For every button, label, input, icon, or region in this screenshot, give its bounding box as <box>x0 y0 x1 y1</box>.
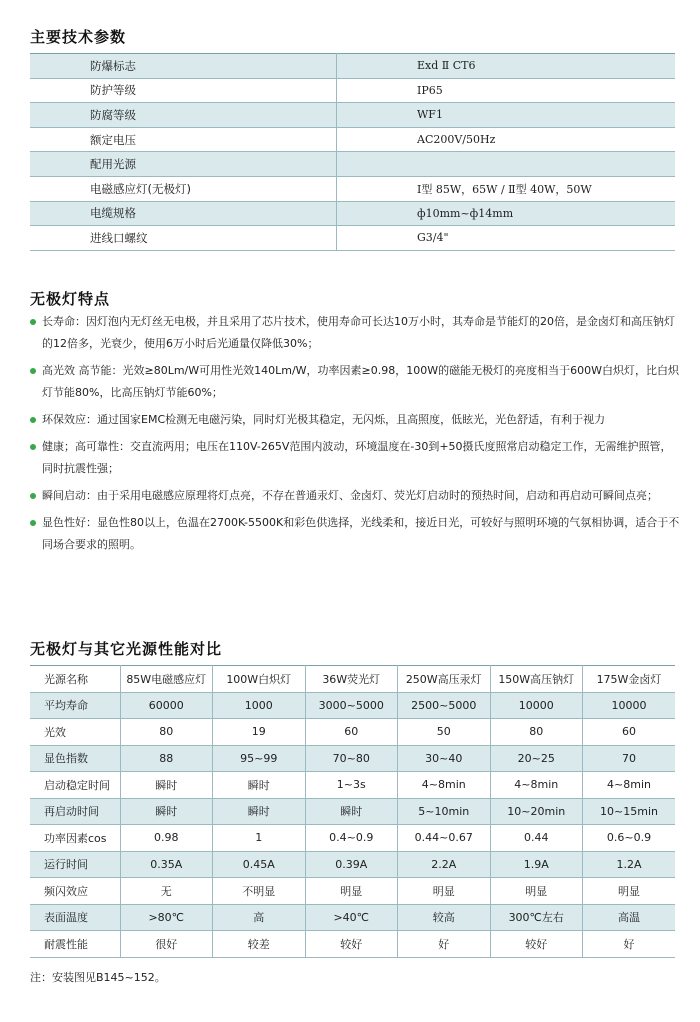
compare-cell: 较好 <box>490 931 583 958</box>
spec-value: ф10mm~ф14mm <box>337 201 676 226</box>
compare-cell: 70~80 <box>305 745 398 772</box>
compare-cell: 好 <box>398 931 491 958</box>
compare-row-label: 启动稳定时间 <box>30 772 120 799</box>
compare-row <box>30 878 675 905</box>
compare-row <box>30 931 675 958</box>
feature-text: 健康；高可靠性：交直流两用；电压在110V-265V范围内波动，环境温度在-30到+50摄氏度照常启动稳定工作，无需维护照管，同时抗震性强； <box>42 440 672 475</box>
compare-header-row <box>30 666 675 693</box>
compare-cell: 瞬时 <box>213 772 306 799</box>
feature-item <box>30 512 680 556</box>
compare-cell: 80 <box>490 719 583 746</box>
compare-cell: 60 <box>583 719 676 746</box>
compare-cell: 高温 <box>583 904 676 931</box>
compare-row-label: 功率因素cos <box>30 825 120 852</box>
bullet-icon <box>30 520 36 526</box>
spec-value: Exd Ⅱ CT6 <box>337 54 676 79</box>
spec-label: 配用光源 <box>30 152 337 177</box>
spec-label: 进线口螺纹 <box>30 226 337 251</box>
spec-row <box>30 127 675 152</box>
compare-header-cell: 175W金卤灯 <box>583 666 676 693</box>
spec-row <box>30 226 675 251</box>
feature-text: 长寿命：因灯泡内无灯丝无电极，并且采用了芯片技术，使用寿命可长达10万小时，其寿命是节能灯的20倍，是金卤灯和高压钠灯的12倍多，光衰少，使用6万小时后光通量仅降低30%； <box>42 315 675 350</box>
bullet-icon <box>30 368 36 374</box>
compare-header-cell: 光源名称 <box>30 666 120 693</box>
compare-cell: 0.4~0.9 <box>305 825 398 852</box>
compare-row <box>30 798 675 825</box>
bullet-icon <box>30 417 36 423</box>
compare-cell: 很好 <box>120 931 213 958</box>
compare-cell: 10000 <box>490 692 583 719</box>
compare-cell: 明显 <box>398 878 491 905</box>
compare-cell: 2.2A <box>398 851 491 878</box>
compare-cell: 0.44~0.67 <box>398 825 491 852</box>
compare-cell: 19 <box>213 719 306 746</box>
compare-cell: 60000 <box>120 692 213 719</box>
compare-cell: 瞬时 <box>305 798 398 825</box>
spec-label: 防护等级 <box>30 78 337 103</box>
compare-cell: 4~8min <box>583 772 676 799</box>
compare-cell: 95~99 <box>213 745 306 772</box>
spec-row <box>30 152 675 177</box>
compare-cell: 0.39A <box>305 851 398 878</box>
compare-section-title: 无极灯与其它光源性能对比 <box>30 640 223 658</box>
feature-item <box>30 409 680 431</box>
spec-row <box>30 201 675 226</box>
compare-cell: 较差 <box>213 931 306 958</box>
compare-cell: 80 <box>120 719 213 746</box>
spec-value: IP65 <box>337 78 676 103</box>
feature-text: 显色性好：显色性80以上，色温在2700K-5500K和彩色供选择，光线柔和，接近日光，可较好与照明环境的气氛相协调，适合于不同场合要求的照明。 <box>42 516 680 551</box>
compare-cell: 好 <box>583 931 676 958</box>
compare-cell: 1 <box>213 825 306 852</box>
spec-value: AC200V/50Hz <box>337 127 676 152</box>
compare-cell: 明显 <box>583 878 676 905</box>
compare-cell: 4~8min <box>398 772 491 799</box>
compare-cell: 20~25 <box>490 745 583 772</box>
compare-row <box>30 825 675 852</box>
feature-text: 环保效应：通过国家EMC检测无电磁污染，同时灯光极其稳定，无闪烁，且高照度，低眩光，光色舒适，有利于视力 <box>42 413 606 426</box>
spec-label: 电缆规格 <box>30 201 337 226</box>
compare-cell: 高 <box>213 904 306 931</box>
bullet-icon <box>30 444 36 450</box>
spec-value: WF1 <box>337 103 676 128</box>
features-section-title: 无极灯特点 <box>30 290 111 308</box>
compare-cell: 瞬时 <box>120 772 213 799</box>
compare-cell: 0.45A <box>213 851 306 878</box>
compare-cell: 1.9A <box>490 851 583 878</box>
compare-cell: 30~40 <box>398 745 491 772</box>
spec-value <box>337 152 676 177</box>
compare-cell: 10~15min <box>583 798 676 825</box>
install-note: 注：安装图见B145~152。 <box>30 971 166 984</box>
compare-row <box>30 904 675 931</box>
compare-row <box>30 772 675 799</box>
feature-text: 高光效 高节能：光效≥80Lm/W可用性光效140Lm/W，功率因素≥0.98，100W的磁能无极灯的亮度相当于600W白炽灯，比白炽灯节能80%，比高压钠灯节能60%； <box>42 364 680 399</box>
compare-cell: 5~10min <box>398 798 491 825</box>
compare-cell: 瞬时 <box>120 798 213 825</box>
feature-item <box>30 436 680 480</box>
compare-cell: 88 <box>120 745 213 772</box>
compare-cell: >40℃ <box>305 904 398 931</box>
compare-header-cell: 150W高压钠灯 <box>490 666 583 693</box>
compare-cell: 1000 <box>213 692 306 719</box>
feature-item <box>30 485 680 507</box>
spec-row <box>30 103 675 128</box>
compare-row <box>30 692 675 719</box>
compare-cell: 2500~5000 <box>398 692 491 719</box>
compare-row <box>30 851 675 878</box>
compare-cell: 10~20min <box>490 798 583 825</box>
compare-row <box>30 745 675 772</box>
compare-cell: 50 <box>398 719 491 746</box>
feature-item <box>30 360 680 404</box>
bullet-icon <box>30 319 36 325</box>
compare-header-cell: 100W白炽灯 <box>213 666 306 693</box>
spec-label: 额定电压 <box>30 127 337 152</box>
compare-cell: 60 <box>305 719 398 746</box>
compare-cell: 1~3s <box>305 772 398 799</box>
compare-cell: 无 <box>120 878 213 905</box>
spec-table <box>30 53 675 251</box>
compare-cell: 3000~5000 <box>305 692 398 719</box>
compare-cell: 0.44 <box>490 825 583 852</box>
compare-cell: 较高 <box>398 904 491 931</box>
compare-cell: 70 <box>583 745 676 772</box>
compare-row-label: 平均寿命 <box>30 692 120 719</box>
compare-header-cell: 250W高压汞灯 <box>398 666 491 693</box>
compare-cell: 0.98 <box>120 825 213 852</box>
feature-item <box>30 311 680 355</box>
compare-header-cell: 85W电磁感应灯 <box>120 666 213 693</box>
compare-cell: 明显 <box>305 878 398 905</box>
spec-row <box>30 78 675 103</box>
compare-cell: >80℃ <box>120 904 213 931</box>
compare-cell: 明显 <box>490 878 583 905</box>
spec-row <box>30 176 675 201</box>
spec-label: 电磁感应灯(无极灯) <box>30 176 337 201</box>
compare-cell: 10000 <box>583 692 676 719</box>
spec-row <box>30 54 675 79</box>
compare-row-label: 表面温度 <box>30 904 120 931</box>
spec-label: 防爆标志 <box>30 54 337 79</box>
compare-cell: 0.6~0.9 <box>583 825 676 852</box>
compare-row-label: 显色指数 <box>30 745 120 772</box>
compare-cell: 不明显 <box>213 878 306 905</box>
spec-value: Ⅰ型 85W，65W / Ⅱ型 40W，50W <box>337 176 676 201</box>
compare-cell: 1.2A <box>583 851 676 878</box>
compare-cell: 4~8min <box>490 772 583 799</box>
compare-cell: 300℃左右 <box>490 904 583 931</box>
bullet-icon <box>30 493 36 499</box>
compare-cell: 较好 <box>305 931 398 958</box>
compare-header-cell: 36W荧光灯 <box>305 666 398 693</box>
feature-text: 瞬间启动：由于采用电磁感应原理将灯点亮，不存在普通汞灯、金卤灯、荧光灯启动时的预热时间，启动和再启动可瞬间点亮； <box>42 489 658 502</box>
compare-row-label: 耐震性能 <box>30 931 120 958</box>
compare-cell: 0.35A <box>120 851 213 878</box>
compare-cell: 瞬时 <box>213 798 306 825</box>
features-list <box>30 311 680 561</box>
compare-row-label: 光效 <box>30 719 120 746</box>
compare-table <box>30 665 675 958</box>
compare-row-label: 再启动时间 <box>30 798 120 825</box>
spec-value: G3/4" <box>337 226 676 251</box>
spec-section-title: 主要技术参数 <box>30 28 127 46</box>
compare-row-label: 运行时间 <box>30 851 120 878</box>
compare-row-label: 频闪效应 <box>30 878 120 905</box>
spec-label: 防腐等级 <box>30 103 337 128</box>
compare-row <box>30 719 675 746</box>
